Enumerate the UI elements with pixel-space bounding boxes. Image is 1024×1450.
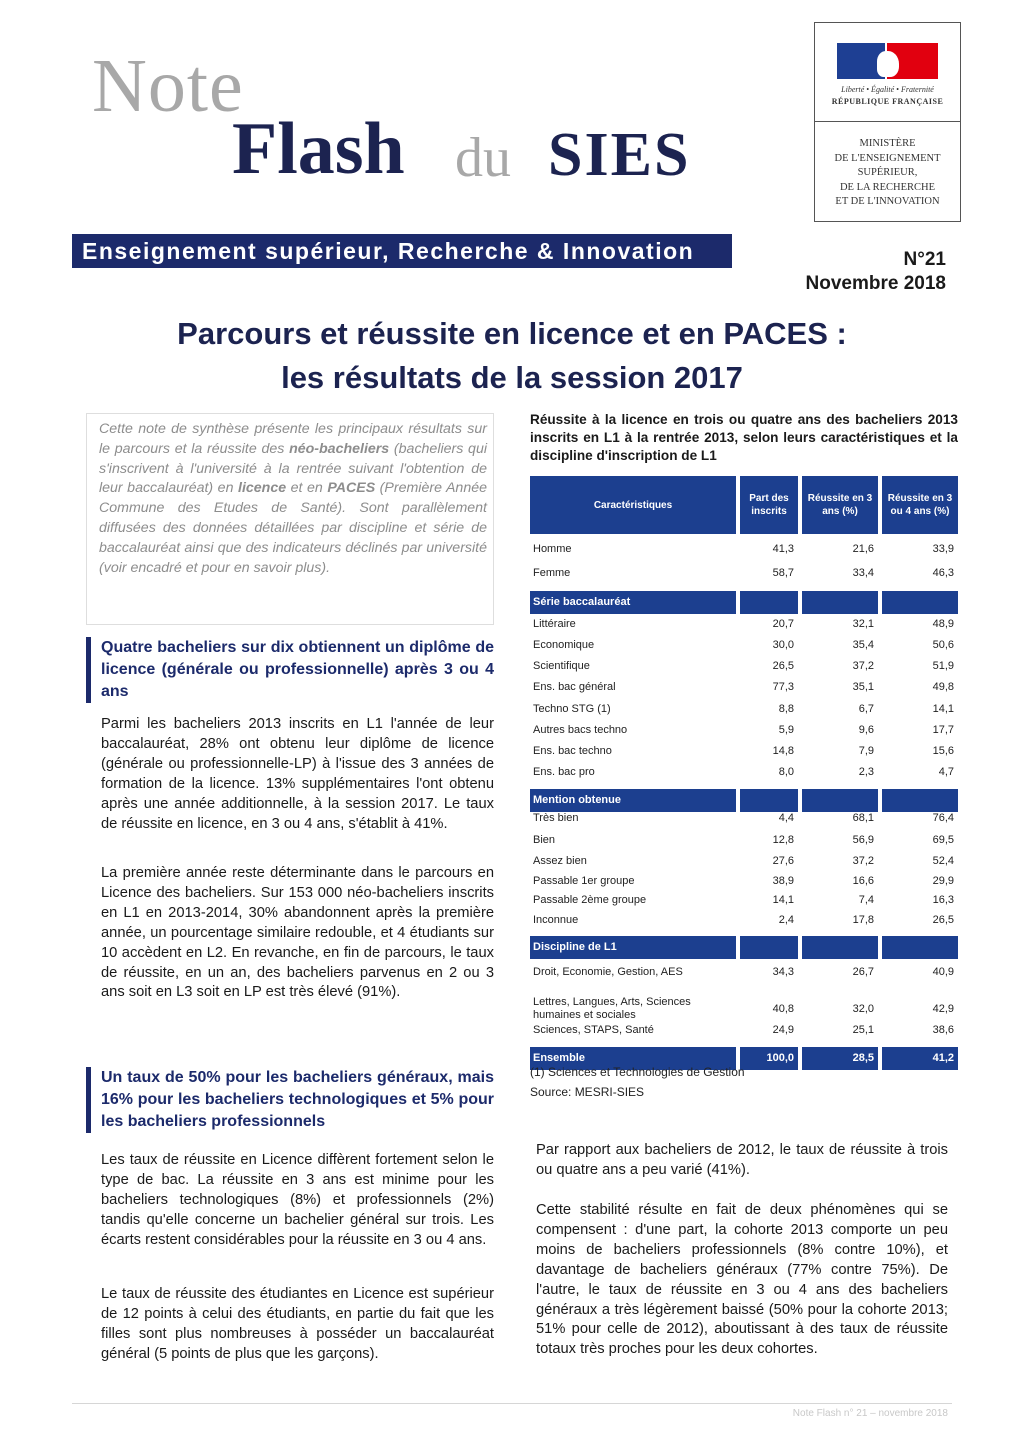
table-cell: 32,1 xyxy=(852,618,874,630)
table-header-col-1: Part des inscrits xyxy=(740,476,798,534)
table-cell: 25,1 xyxy=(852,1024,874,1036)
table-row-label: Economique xyxy=(533,639,595,651)
table-row-label: Assez bien xyxy=(533,855,587,867)
table-row-label: Lettres, Langues, Arts, Sciences humaines et sociales xyxy=(533,996,691,1021)
table-cell: 30,0 xyxy=(772,639,794,651)
table-header-col-3: Réussite en 3 ou 4 ans (%) xyxy=(882,476,958,534)
masthead-sies: SIES xyxy=(548,121,691,189)
marianne-flag-icon xyxy=(837,43,938,79)
table-cell: 5,9 xyxy=(778,724,794,736)
table-row-label: Techno STG (1) xyxy=(533,703,611,715)
abstract-box: Cette note de synthèse présente les principaux résultats sur le parcours et la réussite des néo-bacheliers (bacheliers qui s'inscrivent à l'université à la rentrée suivant l'obtention de leur baccalauréat) en licence et en PACES (Première Année Commune des Etudes de Santé). Sont parallèlement diffusées des données détaillées par discipline et série de baccalauréat ainsi que des indicateurs déclinés par université (voir encadré et pour en savoir plus). xyxy=(86,413,494,625)
table-cell: 17,8 xyxy=(852,914,874,926)
table-section-label: Série baccalauréat xyxy=(530,591,736,614)
table-cell: 8,8 xyxy=(778,703,794,715)
right-paragraph-2: Cette stabilité résulte en fait de deux phénomènes qui se compensent : d'une part, la cohorte 2013 comporte un peu moins de bacheliers professionnels (8% contre 10%), et davantage de bacheliers généraux (77% contre 75%). De l'autre, le taux de réussite en 3 ou 4 ans des bacheliers généraux a très légèrement baissé (50% pour la cohorte 2013; 51% pour celle de 2012), aboutissant à des taux de réussite totaux très proches pour les deux cohortes. xyxy=(536,1202,948,1358)
table-cell: 14,8 xyxy=(772,745,794,757)
table-cell: 26,5 xyxy=(772,660,794,672)
masthead-flash: Flash xyxy=(232,108,405,190)
table-cell: 49,8 xyxy=(932,681,954,693)
table-cell: 6,7 xyxy=(858,703,874,715)
table-cell: 26,7 xyxy=(852,966,874,978)
table-row-label: Passable 2ème groupe xyxy=(533,894,647,906)
table-cell: 20,7 xyxy=(772,618,794,630)
logo-republique: RÉPUBLIQUE FRANÇAISE xyxy=(831,97,944,106)
section-heading-1: Quatre bacheliers sur dix obtiennent un diplôme de licence (générale ou professionnelle) après 3 ou 4 ans xyxy=(86,637,494,703)
masthead-du: du xyxy=(455,127,511,189)
table-row-label: Littéraire xyxy=(533,618,576,630)
table-cell: 56,9 xyxy=(852,834,874,846)
table-row-label: Autres bacs techno xyxy=(533,724,628,736)
section2-paragraph-2: Le taux de réussite des étudiantes en Licence est supérieur de 12 points à celui des étudiants, en partie du fait que les filles sont plus nombreuses à posséder un baccalauréat général (5 points de plus que les garçons). xyxy=(101,1286,494,1362)
table-row-label: Très bien xyxy=(533,812,579,824)
section1-paragraph-1: Parmi les bacheliers 2013 inscrits en L1 l'année de leur baccalauréat, 28% ont obtenu leur diplôme de licence (générale ou professionnelle-LP) à l'issue des 3 années de formation de la licence. 13% supplémentaires l'ont obtenu après une année additionnelle, à la session 2017. Le taux de réussite en licence, en 3 ou 4 ans, s'établit à 41%. xyxy=(101,716,494,832)
table-row-label: Bien xyxy=(533,834,556,846)
table-cell: 46,3 xyxy=(932,567,954,579)
right-paragraph-1: Par rapport aux bacheliers de 2012, le taux de réussite à trois ou quatre ans a peu varié (41%). xyxy=(536,1142,948,1178)
section-heading-2: Un taux de 50% pour les bacheliers généraux, mais 16% pour les bacheliers technologiques et 5% pour les bacheliers professionnels xyxy=(86,1067,494,1133)
table-cell: 4,4 xyxy=(778,812,794,824)
table-cell: 8,0 xyxy=(778,766,794,778)
table-cell: 33,9 xyxy=(932,543,954,555)
table-cell: 2,3 xyxy=(858,766,874,778)
issue-info xyxy=(806,248,946,296)
table-source: Source: MESRI-SIES xyxy=(530,1085,645,1099)
table-header-label: Caractéristiques xyxy=(530,476,736,534)
table-section-label: Mention obtenue xyxy=(530,789,736,812)
table-cell: 12,8 xyxy=(772,834,794,846)
table-cell: 7,9 xyxy=(858,745,874,757)
table-cell: 34,3 xyxy=(772,966,794,978)
table-row-label: Ens. bac techno xyxy=(533,745,612,757)
table-cell: 77,3 xyxy=(772,681,794,693)
table-total-value: 41,2 xyxy=(882,1047,958,1070)
page-footer: Note Flash n° 21 – novembre 2018 xyxy=(792,1408,948,1419)
section2-paragraph-1: Les taux de réussite en Licence diffèrent fortement selon le type de bac. La réussite en 3 ans est minime pour les bacheliers technologiques (8%) et professionnels (2%) tandis qu'elle concerne un bachelier général sur trois. Les écarts restent considérables pour la réussite en 3 ou 4 ans. xyxy=(101,1152,494,1248)
table-cell: 50,6 xyxy=(932,639,954,651)
table-cell: 38,9 xyxy=(772,875,794,887)
table-total-label: Ensemble xyxy=(530,1047,736,1070)
table-row-label: Scientifique xyxy=(533,660,590,672)
table-cell: 29,9 xyxy=(932,875,954,887)
section-banner: Enseignement supérieur, Recherche & Innovation xyxy=(72,234,732,268)
table-cell: 21,6 xyxy=(852,543,874,555)
table-cell: 27,6 xyxy=(772,855,794,867)
table-note: (1) Sciences et Technologies de Gestion xyxy=(530,1065,745,1079)
table-cell: 16,6 xyxy=(852,875,874,887)
table-cell: 40,9 xyxy=(932,966,954,978)
table-cell: 41,3 xyxy=(772,543,794,555)
table-row-label: Ens. bac général xyxy=(533,681,616,693)
table-cell: 9,6 xyxy=(858,724,874,736)
table-cell: 32,0 xyxy=(852,1003,874,1015)
table-cell: 4,7 xyxy=(938,766,954,778)
logo-motto: Liberté • Égalité • Fraternité xyxy=(841,85,934,94)
page-title: Parcours et réussite en licence et en PACES : les résultats de la session 2017 xyxy=(177,316,847,395)
table-cell: 38,6 xyxy=(932,1024,954,1036)
table-cell: 37,2 xyxy=(852,660,874,672)
table-total-value: 28,5 xyxy=(802,1047,878,1070)
table-cell: 40,8 xyxy=(772,1003,794,1015)
table-cell: 14,1 xyxy=(772,894,794,906)
table-row-label: Homme xyxy=(533,543,572,555)
masthead-note: Note xyxy=(92,44,244,128)
table-cell: 52,4 xyxy=(932,855,954,867)
table-cell: 16,3 xyxy=(932,894,954,906)
table-cell: 48,9 xyxy=(932,618,954,630)
table-row-label: Femme xyxy=(533,567,571,579)
table-cell: 35,4 xyxy=(852,639,874,651)
table-header-col-2: Réussite en 3 ans (%) xyxy=(802,476,878,534)
table-total-value: 100,0 xyxy=(740,1047,798,1070)
table-row-label: Sciences, STAPS, Santé xyxy=(533,1024,654,1036)
table-row-label: Ens. bac pro xyxy=(533,766,595,778)
table-cell: 51,9 xyxy=(932,660,954,672)
table-cell: 68,1 xyxy=(852,812,874,824)
issue-number: N°21 xyxy=(903,249,946,270)
logo-ministere: MINISTÈRE DE L'ENSEIGNEMENT SUPÉRIEUR, DE LA RECHERCHE ET DE L'INNOVATION xyxy=(834,138,941,207)
issue-date: Novembre 2018 xyxy=(805,273,946,294)
table-cell: 69,5 xyxy=(932,834,954,846)
table-cell: 15,6 xyxy=(932,745,954,757)
table-cell: 26,5 xyxy=(932,914,954,926)
table-row-label: Inconnue xyxy=(533,914,579,926)
table-cell: 42,9 xyxy=(932,1003,954,1015)
table-section-label: Discipline de L1 xyxy=(530,936,736,959)
table-row-label: Droit, Economie, Gestion, AES xyxy=(533,966,683,978)
ministry-logo xyxy=(814,22,961,222)
table-cell: 37,2 xyxy=(852,855,874,867)
table-cell: 76,4 xyxy=(932,812,954,824)
table-caption: Réussite à la licence en trois ou quatre ans des bacheliers 2013 inscrits en L1 à la rentrée 2013, selon leurs caractéristiques et la discipline d'inscription de L1 xyxy=(530,412,958,463)
table-cell: 17,7 xyxy=(932,724,954,736)
table-cell: 58,7 xyxy=(772,567,794,579)
table-cell: 2,4 xyxy=(778,914,794,926)
section1-paragraph-2: La première année reste déterminante dans le parcours en Licence des bacheliers. Sur 153 000 néo-bacheliers inscrits en L1 en 2013-2014, 30% abandonnent après la première année, un pourcentage similaire redouble, et 4 étudiants sur 10 accèdent en L2. En revanche, en fin de parcours, le taux de réussite, en un an, des bacheliers parvenus en 2 ou 3 ans soit en L3 soit en LP est très élevé (91%). xyxy=(101,865,494,1001)
table-cell: 33,4 xyxy=(852,567,874,579)
table-cell: 7,4 xyxy=(858,894,874,906)
table-cell: 14,1 xyxy=(932,703,954,715)
table-row-label: Passable 1er groupe xyxy=(533,875,635,887)
table-cell: 24,9 xyxy=(772,1024,794,1036)
table-cell: 35,1 xyxy=(852,681,874,693)
